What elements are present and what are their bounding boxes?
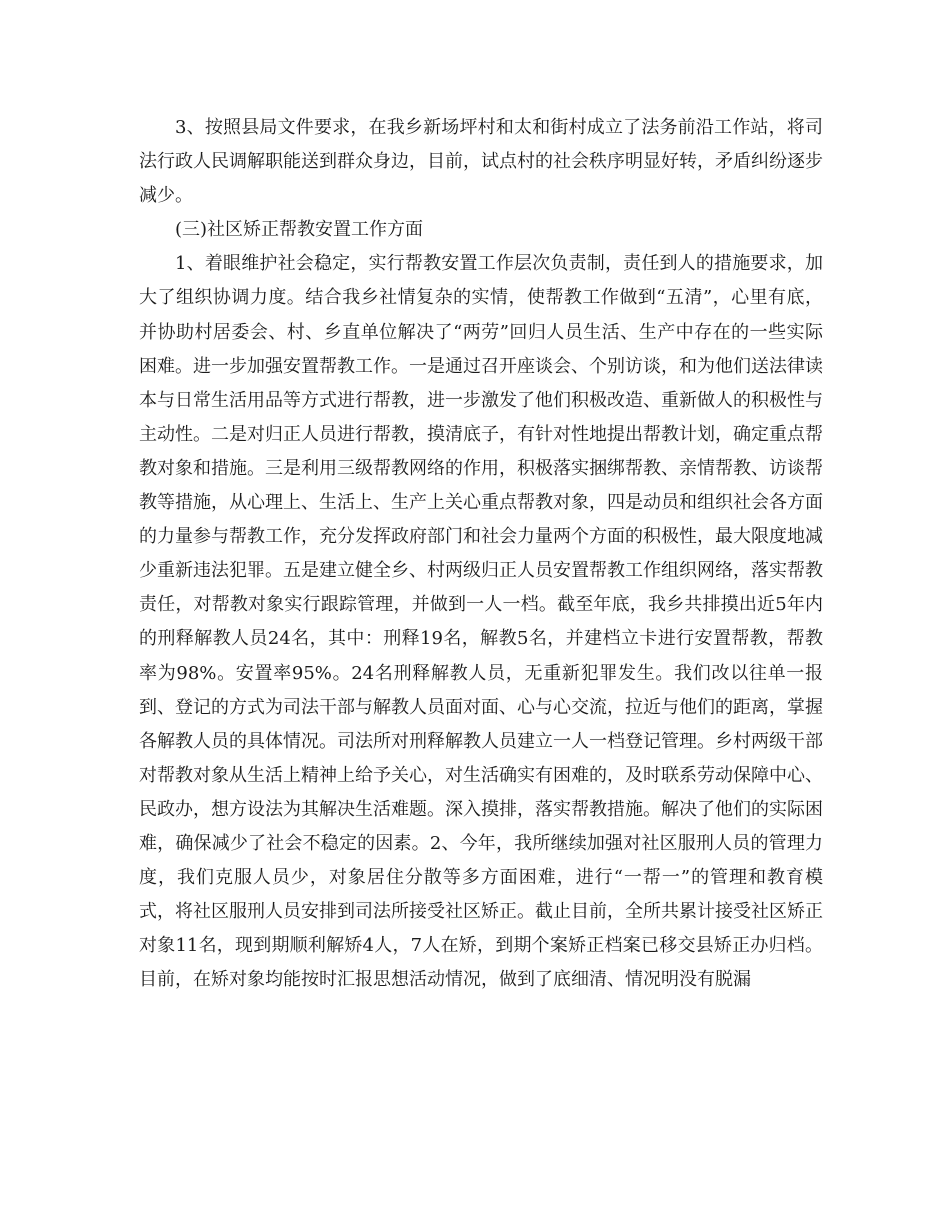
paragraph-assistance-resettlement: 1、着眼维护社会稳定，实行帮教安置工作层次负责制，责任到人的措施要求，加大了组织协调力度。结合我乡社情复杂的实情，使帮教工作做到“五清”，心里有底，并协助村居委会、村、乡直单位解决了“两劳”回归人员生活、生产中存在的一些实际困难。进一步加强安置帮教工作。一是通过召开座谈会、个别访谈，和为他们送法律读本与日常生活用品等方式进行帮教，进一步激发了他们积极改造、重新做人的积极性与主动性。二是对归正人员进行帮教，摸清底子，有针对性地提出帮教计划，确定重点帮教对象和措施。三是利用三级帮教网络的作用，积极落实捆绑帮教、亲情帮教、访谈帮教等措施，从心理上、生活上、生产上关心重点帮教对象，四是动员和组织社会各方面的力量参与帮教工作，充分发挥政府部门和社会力量两个方面的积极性，最大限度地减少重新违法犯罪。五是建立健全乡、村两级归正人员安置帮教工作组织网络，落实帮教责任，对帮教对象实行跟踪管理，并做到一人一档。截至年底，我乡共排摸出近5年内的刑释解教人员24名，其中：刑释19名，解教5名，并建档立卡进行安置帮教，帮教率为98%。安置率95%。24名刑释解教人员，无重新犯罪发生。我们改以往单一报到、登记的方式为司法干部与解教人员面对面、心与心交流，拉近与他们的距离，掌握各解教人员的具体情况。司法所对刑释解教人员建立一人一档登记管理。乡村两级干部对帮教对象从生活上精神上给予关心，对生活确实有困难的，及时联系劳动保障中心、民政办，想方设法为其解决生活难题。深入摸排，落实帮教措施。解决了他们的实际困难，确保减少了社会不稳定的因素。2、今年，我所继续加强对社区服刑人员的管理力度，我们克服人员少，对象居住分散等多方面困难，进行“一帮一”的管理和教育模式，将社区服刑人员安排到司法所接受社区矫正。截止目前，全所共累计接受社区矫正对象11名，现到期顺利解矫4人，7人在矫，到期个案矫正档案已移交县矫正办归档。目前，在矫对象均能按时汇报思想活动情况，做到了底细清、情况明没有脱漏 <box>139 253 823 991</box>
document-body <box>139 111 823 997</box>
section-heading-community-correction: (三)社区矫正帮教安置工作方面 <box>175 219 424 241</box>
paragraph-legal-frontline-station: 3、按照县局文件要求，在我乡新场坪村和太和街村成立了法务前沿工作站，将司法行政人民调解职能送到群众身边，目前，试点村的社会秩序明显好转，矛盾纠纷逐步减少。 <box>139 117 823 207</box>
